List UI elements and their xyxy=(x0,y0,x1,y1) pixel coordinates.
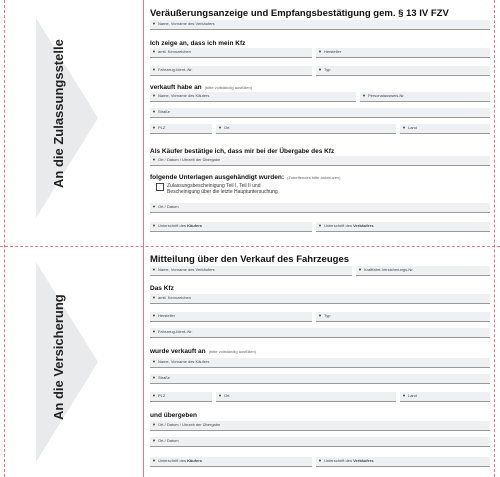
right-cut-line xyxy=(494,0,495,477)
ins-kfz-heading: Das Kfz xyxy=(150,285,174,292)
handed-over-heading: und übergeben xyxy=(150,412,197,419)
ins-country-field[interactable]: ▼ Land xyxy=(400,392,490,402)
buyer-name-field[interactable]: ▼ Name, Vorname des Käufers xyxy=(150,92,356,102)
zip-field[interactable]: ▼ PLZ xyxy=(150,124,212,134)
left-cut-line xyxy=(4,0,5,477)
registration-form-title: Veräußerungsanzeige und Empfangsbestätigung gem. § 13 IV FZV xyxy=(150,8,449,19)
ins-type-field[interactable]: ▼ Typ xyxy=(316,312,490,322)
manufacturer-field[interactable]: ▼ Hersteller xyxy=(316,48,490,58)
ins-buyer-signature-field[interactable]: ▼ Unterschrift des Käufers xyxy=(150,457,312,467)
ins-zip-field[interactable]: ▼ PLZ xyxy=(150,392,212,402)
side-label-insurance: An die Versicherung xyxy=(51,294,66,420)
documents-checkbox-label: Zulassungsbescheinigung Teil I, Teil II und Bescheinigung über die letzte Hauptuntersuchung xyxy=(167,183,278,195)
ins-vin-field[interactable]: ▼ Fahrzeug-Ident.-Nr. xyxy=(150,328,490,338)
insurance-form-title: Mitteilung über den Verkauf des Fahrzeuges xyxy=(150,254,350,265)
country-field[interactable]: ▼ Land xyxy=(400,124,490,134)
ins-city-field[interactable]: ▼ Ort xyxy=(216,392,396,402)
id-card-field[interactable]: ▼ Personalausweis-Nr. xyxy=(360,92,490,102)
type-field[interactable]: ▼ Typ xyxy=(316,66,490,76)
handover-datetime-field[interactable]: ▼ Ort / Datum / Uhrzeit der Übergabe xyxy=(150,156,490,166)
bottom-arrow-shape xyxy=(36,262,98,462)
ins-manufacturer-field[interactable]: ▼ Hersteller xyxy=(150,312,312,322)
insurance-number-field[interactable]: ▼ Kraftfahrt-Versicherungs-Nr. xyxy=(356,266,490,276)
side-divider xyxy=(143,0,144,477)
documents-checkbox[interactable] xyxy=(156,183,164,191)
section-cut-line xyxy=(0,246,500,247)
sold-to-heading: verkauft habe an (bitte vollständig ausfüllen) xyxy=(150,84,253,91)
city-field[interactable]: ▼ Ort xyxy=(216,124,396,134)
vin-field[interactable]: ▼ Fahrzeug-Ident.-Nr. xyxy=(150,66,312,76)
ins-buyer-name-field[interactable]: ▼ Name, Vorname des Käufers xyxy=(150,358,490,368)
buyer-signature-field[interactable]: ▼ Unterschrift des Käufers xyxy=(150,222,312,232)
ins-seller-signature-field[interactable]: ▼ Unterschrift des Verkäufers xyxy=(316,457,490,467)
license-plate-field[interactable]: ▼ amtl. Kennzeichen xyxy=(150,48,312,58)
buyer-confirm-heading: Als Käufer bestätige ich, dass mir bei der Übergabe des Kfz xyxy=(150,148,335,155)
ins-seller-name-field[interactable]: ▼ Name, Vorname des Verkäufers xyxy=(150,266,352,276)
ins-sold-to-heading: wurde verkauft an (bitte vollständig ausfüllen) xyxy=(150,348,256,355)
seller-name-field[interactable]: ▼ Name, Vorname des Verkäufers xyxy=(150,20,490,30)
ins-license-plate-field[interactable]: ▼ amtl. Kennzeichen xyxy=(150,294,490,304)
street-field[interactable]: ▼ Straße xyxy=(150,108,490,118)
ins-place-date-field[interactable]: ▼ Ort / Datum xyxy=(150,437,490,447)
ins-street-field[interactable]: ▼ Straße xyxy=(150,374,490,384)
side-label-registration: An die Zulassungsstelle xyxy=(51,39,66,188)
documents-heading: folgende Unterlagen ausgehändigt wurden: (Zutreffendes bitte ankreuzen) xyxy=(150,174,341,181)
top-arrow-shape xyxy=(36,18,98,218)
ins-handover-datetime-field[interactable]: ▼ Ort / Datum / Uhrzeit der Übergabe xyxy=(150,421,490,431)
seller-signature-field[interactable]: ▼ Unterschrift des Verkäufers xyxy=(316,222,490,232)
place-date-field[interactable]: ▼ Ort / Datum xyxy=(150,203,490,213)
kfz-heading: Ich zeige an, dass ich mein Kfz xyxy=(150,40,246,47)
